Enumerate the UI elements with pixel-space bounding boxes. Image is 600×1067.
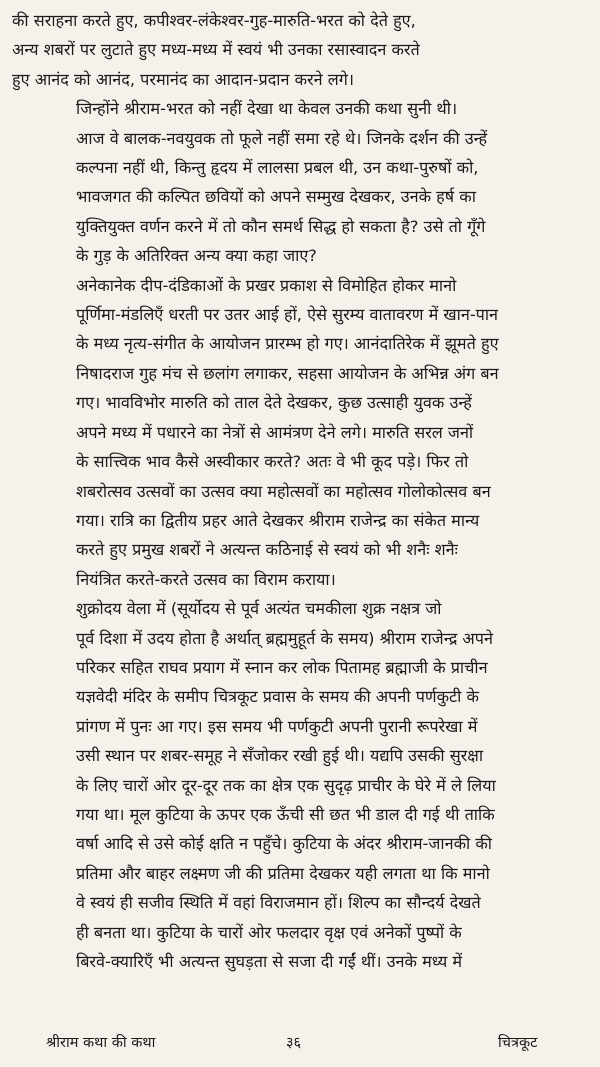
text-line: के सात्त्विक भाव कैसे अस्वीकार करते? अतः वे भी कूद पड़े। फिर तो	[76, 452, 469, 472]
text-line: वे स्वयं ही सजीव स्थिति में वहां विराजमान हों। शिल्प का सौन्दर्य देखते	[76, 893, 481, 913]
text-line: उसी स्थान पर शबर-समूह ने सँजोकर रखी हुई थी। यद्यपि उसकी सुरक्षा	[76, 746, 484, 766]
text-line: के मध्य नृत्य-संगीत के आयोजन प्रारम्भ हो गए। आनंदातिरेक में झूमते हुए	[76, 334, 499, 354]
text-line: अपने मध्य में पधारने का नेत्रों से आमंत्रण देने लगे। मारुति सरल जनों	[76, 422, 474, 442]
text-line: पूर्णिमा-मंडलिएँ धरती पर उतर आई हों, ऐसे सुरम्य वातावरण में खान-पान	[76, 305, 499, 325]
text-line: प्रतिमा और बाहर लक्ष्मण जी की प्रतिमा देखकर यही लगता था कि मानो	[76, 863, 490, 883]
text-line: के गुड़ के अतिरिक्त अन्य क्या कहा जाए?	[76, 246, 317, 266]
text-line: शुक्रोदय वेला में (सूर्योदय से पूर्व अत्यंत चमकीला शुक्र नक्षत्र जो	[76, 599, 442, 619]
page-footer	[0, 1032, 600, 1058]
text-line: अनेकानेक दीप-दंडिकाओं के प्रखर प्रकाश से विमोहित होकर मानो	[76, 275, 457, 295]
text-line: जिन्होंने श्रीराम-भरत को नहीं देखा था केवल उनकी कथा सुनी थी।	[76, 99, 458, 119]
paragraph	[12, 94, 586, 270]
text-line: निषादराज गुह मंच से छलांग लगाकर, सहसा आयोजन के अभिन्न अंग बन	[76, 363, 499, 383]
paragraph	[12, 594, 586, 976]
text-line: आज वे बालक-नवयुवक तो फूले नहीं समा रहे थे। जिनके दर्शन की उन्हें	[76, 128, 488, 148]
text-line: गया था। मूल कुटिया के ऊपर एक ऊँची सी छत भी डाल दी गई थी ताकि	[76, 804, 495, 824]
text-line: ही बनता था। कुटिया के चारों ओर फलदार वृक्ष एवं अनेकों पुष्पों के	[76, 922, 462, 942]
text-line: पूर्व दिशा में उदय होता है अर्थात् ब्रह्ममुहूर्त के समय) श्रीराम राजेन्द्र अपने	[76, 628, 493, 648]
text-line: प्रांगण में पुनः आ गए। इस समय भी पर्णकुटी अपनी पुरानी रूपरेखा में	[76, 716, 478, 736]
text-line: हुए आनंद को आनंद, परमानंद का आदान-प्रदान करने लगे।	[12, 69, 355, 89]
text-line: शबरोत्सव उत्सवों का उत्सव क्या महोत्सवों का महोत्सव गोलोकोत्सव बन	[76, 481, 491, 501]
paragraph	[12, 6, 586, 94]
paragraph	[12, 271, 586, 594]
text-line: यज्ञवेदी मंदिर के समीप चित्रकूट प्रवास के समय की अपनी पर्णकुटी के	[76, 687, 479, 707]
text-line: बिरवे-क्यारिएँ भी अत्यन्त सुघड़ता से सजा दी गईं थीं। उनके मध्य में	[76, 952, 463, 971]
body-text	[12, 6, 586, 976]
text-line: गया। रात्रि का द्वितीय प्रहर आते देखकर श्रीराम राजेन्द्र का संकेत मान्य	[76, 510, 480, 530]
footer-chapter: चित्रकूट	[498, 1035, 538, 1051]
text-line: परिकर सहित राघव प्रयाग में स्नान कर लोक पितामह ब्रह्माजी के प्राचीन	[76, 657, 488, 677]
text-line: भावजगत की कल्पित छवियों को अपने सम्मुख देखकर, उनके हर्ष का	[76, 187, 476, 207]
text-line: नियंत्रित करते-करते उत्सव का विराम कराया।	[76, 569, 336, 589]
footer-page-number: ३६	[286, 1035, 302, 1051]
text-line: करते हुए प्रमुख शबरों ने अत्यन्त कठिनाई से स्वयं को भी शनैः शनैः	[76, 540, 458, 560]
text-line: के लिए चारों ओर दूर-दूर तक का क्षेत्र एक सुदृढ़ प्राचीर के घेरे में ले लिया	[76, 775, 496, 795]
text-line: वर्षा आदि से उसे कोई क्षति न पहुँचे। कुटिया के अंदर श्रीराम-जानकी की	[76, 834, 492, 854]
text-line: कल्पना नहीं थी, किन्तु हृदय में लालसा प्रबल थी, उन कथा-पुरुषों को,	[76, 158, 479, 178]
text-line: युक्तियुक्त वर्णन करने में तो कौन समर्थ सिद्ध हो सकता है? उसे तो गूँगे	[76, 216, 486, 236]
footer-book-title: श्रीराम कथा की कथा	[46, 1035, 156, 1051]
text-line: की सराहना करते हुए, कपीश्वर-लंकेश्वर-गुह-मारुति-भरत को देते हुए,	[12, 11, 416, 30]
text-line: अन्य शबरों पर लुटाते हुए मध्य-मध्य में स्वयं भी उनका रसास्वादन करते	[12, 40, 420, 60]
text-line: गए। भावविभोर मारुति को ताल देते देखकर, कुछ उत्साही युवक उन्हें	[76, 393, 472, 413]
